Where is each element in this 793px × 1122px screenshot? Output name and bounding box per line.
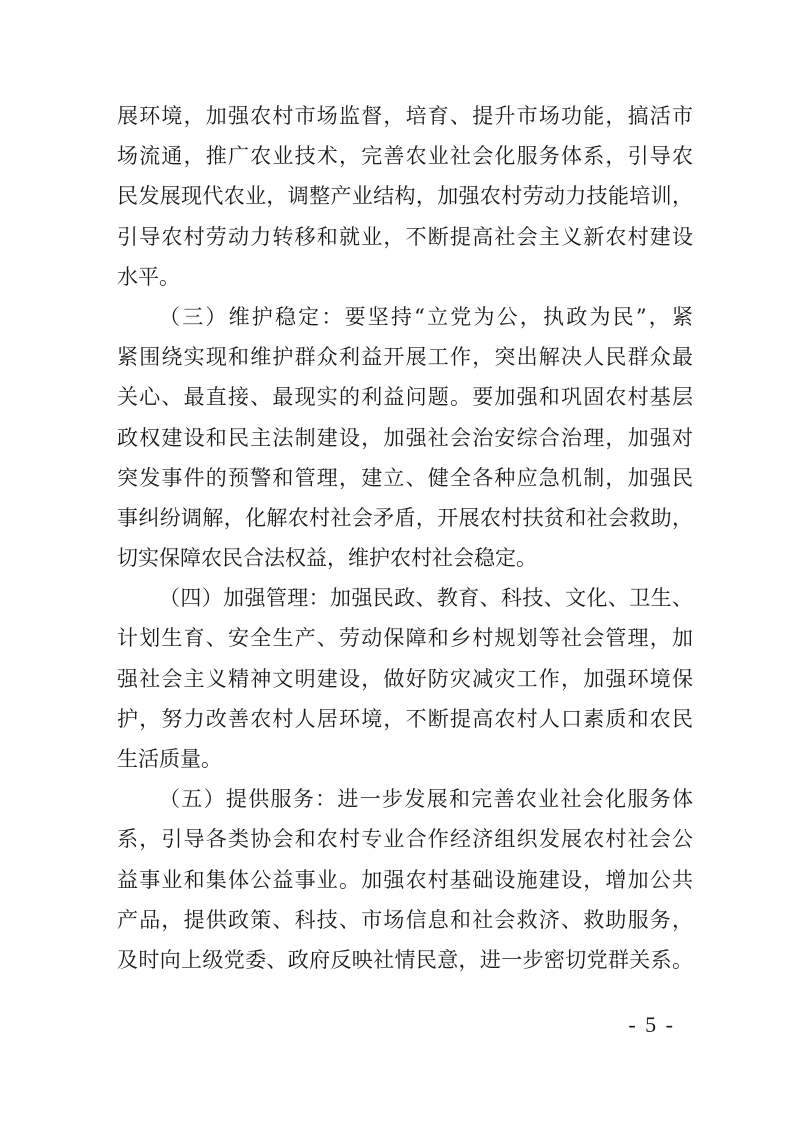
paragraph-1 <box>117 96 693 297</box>
text-line: 益事业和集体公益事业。加强农村基础设施建设，增加公共 <box>117 867 693 892</box>
text-line: 突发事件的预警和管理，建立、健全各种应急机制，加强民 <box>117 465 693 490</box>
text-line: 产品，提供政策、科技、市场信息和社会救济、救助服务， <box>117 907 693 932</box>
text-line: 强社会主义精神文明建设，做好防灾减灾工作，加强环境保 <box>117 666 693 691</box>
text-line: 切实保障农民合法权益，维护农村社会稳定。 <box>117 546 537 571</box>
paragraph-5-provide-services <box>117 779 693 980</box>
text-line: （四）加强管理：加强民政、教育、科技、文化、卫生、 <box>159 586 693 611</box>
text-line: 计划生育、安全生产、劳动保障和乡村规划等社会管理，加 <box>117 626 693 651</box>
text-line: 引导农村劳动力转移和就业，不断提高社会主义新农村建设 <box>117 224 693 249</box>
page-number: - 5 - <box>628 1012 675 1037</box>
text-line: 水平。 <box>117 264 180 289</box>
text-line: 生活质量。 <box>117 747 222 771</box>
paragraph-3-maintain-stability <box>117 297 693 578</box>
text-line: 紧围绕实现和维护群众利益开展工作，突出解决人民群众最 <box>117 345 693 370</box>
text-line: （三）维护稳定：要坚持“立党为公，执政为民”，紧 <box>159 304 693 329</box>
text-line: 政权建设和民主法制建设，加强社会治安综合治理，加强对 <box>117 425 693 450</box>
paragraph-4-strengthen-management <box>117 578 693 779</box>
text-line: 场流通，推广农业技术，完善农业社会化服务体系，引导农 <box>117 144 693 169</box>
text-line: 事纠纷调解，化解农村社会矛盾，开展农村扶贫和社会救助， <box>117 505 693 530</box>
text-line: 关心、最直接、最现实的利益问题。要加强和巩固农村基层 <box>117 385 693 410</box>
text-line: 及时向上级党委、政府反映社情民意，进一步密切党群关系。 <box>117 947 693 972</box>
text-line: 护，努力改善农村人居环境，不断提高农村人口素质和农民 <box>117 706 693 731</box>
text-line: 展环境，加强农村市场监督，培育、提升市场功能，搞活市 <box>117 104 693 128</box>
text-line: （五）提供服务：进一步发展和完善农业社会化服务体 <box>159 787 693 812</box>
text-line: 系，引导各类协会和农村专业合作经济组织发展农村社会公 <box>117 827 693 852</box>
text-line: 民发展现代农业，调整产业结构，加强农村劳动力技能培训， <box>117 184 693 209</box>
body-text <box>117 96 693 980</box>
